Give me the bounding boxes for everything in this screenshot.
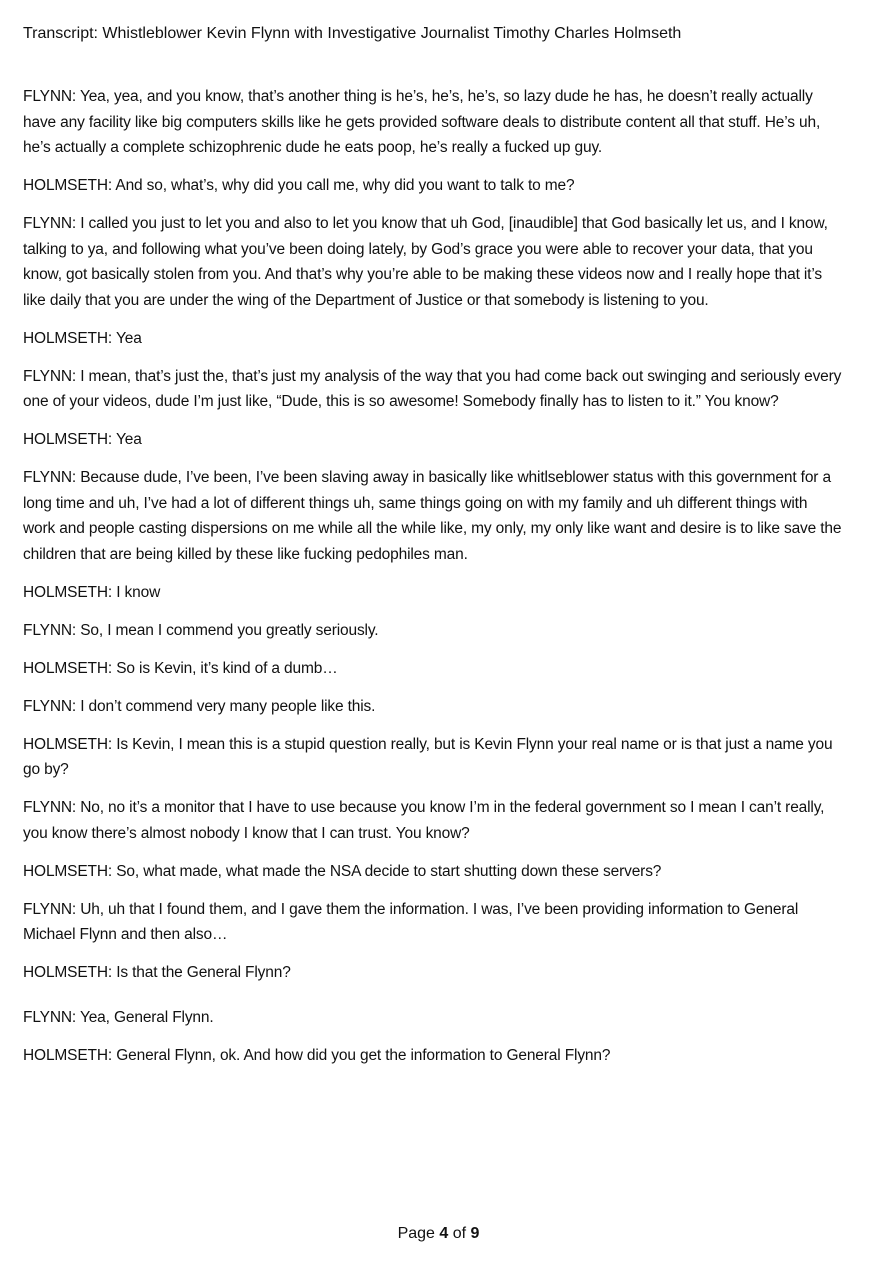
transcript-paragraph: FLYNN: Uh, uh that I found them, and I gave them the information. I was, I’ve been providing information to General Michael Flynn and then also… — [23, 900, 799, 943]
transcript-paragraph: HOLMSETH: Yea — [23, 329, 142, 347]
page-prefix: Page — [397, 1225, 440, 1242]
transcript-paragraph: HOLMSETH: General Flynn, ok. And how did you get the information to General Flynn? — [23, 1046, 611, 1064]
transcript-paragraph: FLYNN: Because dude, I’ve been, I’ve been slaving away in basically like whitlseblower status with this government for a long time and uh, I’ve had a lot of different things uh, same things going on with my family and uh different things with work and people casting dispersions on me while all the while like, my only, my only like want and desire is to like save the children that are being killed by these like fucking pedophiles man. — [23, 469, 842, 563]
page-of-label: of — [448, 1225, 471, 1242]
transcript-body — [23, 84, 843, 1081]
transcript-paragraph: FLYNN: So, I mean I commend you greatly seriously. — [23, 621, 379, 639]
transcript-paragraph: HOLMSETH: I know — [23, 583, 161, 601]
transcript-paragraph: HOLMSETH: So, what made, what made the NSA decide to start shutting down these servers? — [23, 862, 662, 880]
transcript-paragraph: FLYNN: I called you just to let you and also to let you know that uh God, [inaudible] that God basically let us, and I know, talking to ya, and following what you’ve been doing lately, by God’s grace you were able to recover your data, that you know, got basically stolen from you. And that’s why you’re able to be making these videos now and I really hope that it’s like daily that you are under the wing of the Department of Justice or that somebody is listening to you. — [23, 215, 828, 309]
transcript-paragraph: FLYNN: Yea, General Flynn. — [23, 1008, 214, 1026]
page-number-footer — [0, 1222, 877, 1246]
transcript-paragraph: FLYNN: I don’t commend very many people like this. — [23, 697, 376, 715]
document-title: Transcript: Whistleblower Kevin Flynn with Investigative Journalist Timothy Charles Holmseth — [23, 25, 682, 42]
transcript-paragraph: FLYNN: No, no it’s a monitor that I have to use because you know I’m in the federal government so I mean I can’t really, you know there’s almost nobody I know that I can trust. You know? — [23, 799, 825, 842]
transcript-paragraph: FLYNN: Yea, yea, and you know, that’s another thing is he’s, he’s, he’s, so lazy dude he has, he doesn’t really actually have any facility like big computers skills like he gets provided software deals to distribute content all that stuff. He’s uh, he’s actually a complete schizophrenic dude he eats poop, he’s really a fucked up guy. — [23, 88, 821, 156]
current-page-number: 4 — [439, 1225, 449, 1242]
transcript-paragraph: HOLMSETH: So is Kevin, it’s kind of a dumb… — [23, 659, 338, 677]
transcript-paragraph: HOLMSETH: And so, what’s, why did you call me, why did you want to talk to me? — [23, 177, 575, 194]
transcript-paragraph: FLYNN: I mean, that’s just the, that’s just my analysis of the way that you had come back out swinging and seriously every one of your videos, dude I’m just like, “Dude, this is so awesome! Somebody finally has to listen to it.” You know? — [23, 367, 842, 410]
transcript-paragraph: HOLMSETH: Is that the General Flynn? — [23, 964, 291, 981]
transcript-paragraph: HOLMSETH: Yea — [23, 431, 142, 448]
total-page-count: 9 — [470, 1225, 480, 1242]
transcript-paragraph: HOLMSETH: Is Kevin, I mean this is a stupid question really, but is Kevin Flynn your real name or is that just a name you go by? — [23, 735, 833, 778]
